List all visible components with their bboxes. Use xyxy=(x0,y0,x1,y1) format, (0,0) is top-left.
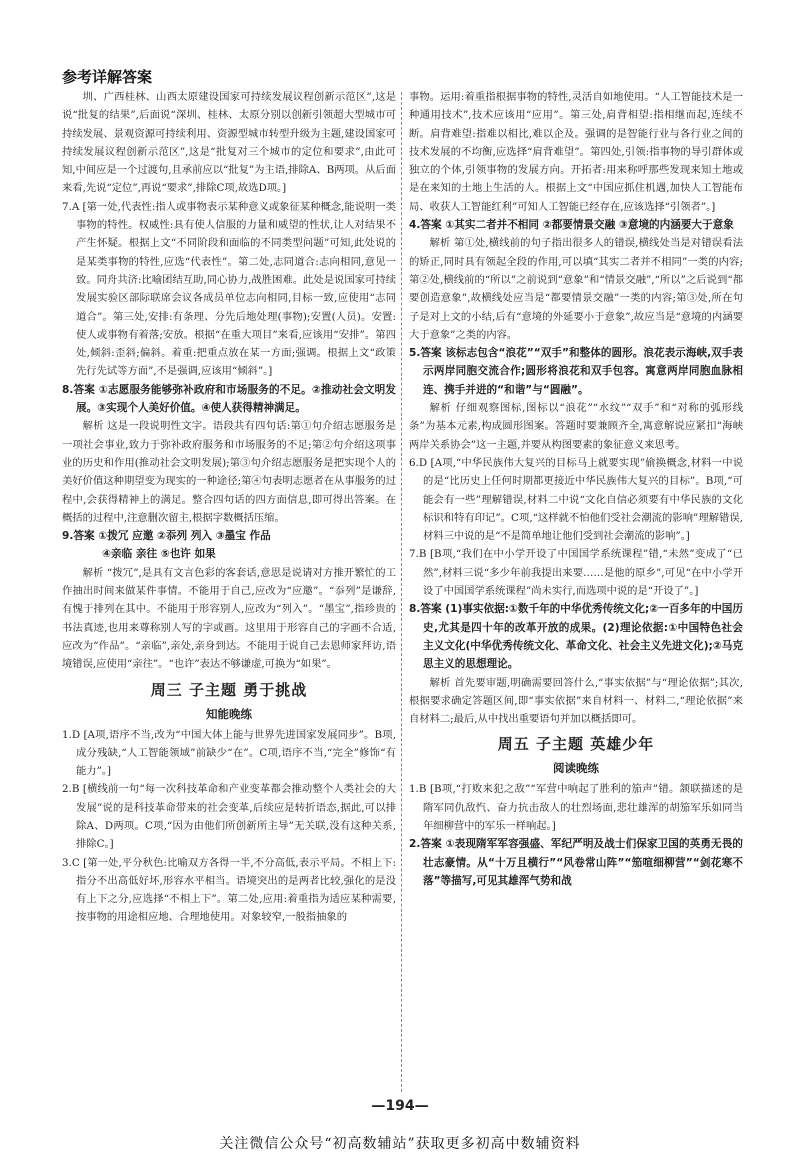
page-number: —194— xyxy=(371,1098,429,1114)
left-column xyxy=(62,88,396,927)
explanation: 解析 这是一段说明性文字。语段共有四句话:第①句介绍志愿服务是一项社会事业,致力于弥补政府服务和市场服务的不足;第②句介绍这项事业的历史和作用(推动社会文明发展);第③句介绍志愿服务是把实现个人的美好价值这种期望变为现实的一种途径;第④句表明志愿者在从事服务的过程中,会获得精神上的满足。整合四句话的四方面信息,即可得出答案。在概括的过程中,注意删次留主,根据字数概括压缩。 xyxy=(62,420,396,524)
answer-item: 4.答案 ①其实二者并不相同 ②都要情景交融 ③意境的内涵要大于意象 xyxy=(409,219,734,232)
answer-item: 9.答案 ①拨冗 应邀 ②忝列 列入 ③墨宝 作品 xyxy=(62,530,271,543)
right-column xyxy=(409,88,743,890)
paragraph: 圳、广西桂林、山西太原建设国家可持续发展议程创新示范区”,这是说“批复的结果”,后面说“深圳、桂林、太原分别以创新引领超大型城市可持续发展、景观资源可持续利用、资源型城市转型升级为主题,建设国家可持续发展议程创新示范区”,这是“批复对三个城市的定位和要求”,由此可知,中间应是一个过渡句,且承前应以“批复”为主语,排除A、B两项。从后面来看,先说“定位”,再说“要求”,排除C项,故选D项。] xyxy=(62,91,396,195)
answer-item: 3.C [第一处,平分秋色:比喻双方各得一半,不分高低,表示平局。不相上下:指分不出高低好坏,形容水平相当。语境突出的是两者比较,强化的是没有上下之分,应选择“不相上下”。第二处,应用:着重指为适应某种需要,按事物的用途相应地、合理地使用。对象较窄,一般指抽象的 xyxy=(62,856,396,924)
answer-item: 1.B [B项,“打败来犯之敌”“军营中响起了胜利的笳声”错。颔联描述的是隋军同仇敌忾、奋力抗击敌人的壮烈场面,悲壮雄浑的胡笳军乐如同当年细柳营中的军乐一样响起。] xyxy=(409,783,743,832)
explanation: 解析 “拨冗”,是具有文言色彩的客套话,意思是说请对方推开繁忙的工作抽出时间来做某件事情。不能用于自己,应改为“应邀”。“忝列”是谦辞,有愧于排列在其中。不能用于形容别人,应改为“列入”。“墨宝”,指珍贵的书法真迹,也用来尊称别人写的字或画。这里用于形容自己的字画不合适,应改为“作品”。“亲临”,亲处,亲身到达。不能用于说自己去恩师家拜访,语境错误,应使用“亲往”。“也许”表达不够谦虚,可换为“如果”。 xyxy=(62,566,396,671)
answer-item: 7.B [B项,“我们在中小学开设了中国国学系统课程”错,“未然”变成了“已然”,材料三说“多少年前我提出来要……是他的原乡”,可见“在中小学开设了中国国学系统课程”尚未实行,而选项中说的是“开设了”。] xyxy=(409,548,743,598)
explanation: 解析 第①处,横线前的句子指出很多人的错误,横线处当是对错误看法的矫正,同时具有领起全段的作用,可以填“其实二者并不相同”一类的内容;第②处,横线前的“所以”之前说到“意象”和“情景交融”,“所以”之后说到“都要创造意象”,故横线处应当是“都要情景交融”一类的内容;第③处,所在句子是对上文的小结,后有“意境的外延要小于意象”,故应当是“意境的内涵要大于意象”之类的内容。 xyxy=(409,237,743,341)
answer-item: 8.答案 ①志愿服务能够弥补政府和市场服务的不足。②推动社会文明发展。③实现个人美好价值。④使人获得精神满足。 xyxy=(62,383,396,415)
answer-item: 6.D [A项,“中华民族伟大复兴的目标马上就要实现”偷换概念,材料一中说的是“比历史上任何时期都更接近中华民族伟大复兴的目标”。B项,“可能会有一些”理解错误,材料二中说“文化自信必须要有中华民族的文化标识和特有印记”。C项,“这样就不怕他们受社会潮流的影响”理解错误,材料三中说的是“不是简单地让他们受到社会潮流的影响”。] xyxy=(409,456,743,543)
column-divider xyxy=(401,92,402,1092)
answer-item: 2.B [横线前一句“每一次科技革命和产业变革都会推动整个人类社会的大发展”说的是科技革命带来的社会变革,后续应是转折语态,据此,可以排除A、D两项。C项,“因为由他们所创新所主导”无关联,没有这种关系,排除C。] xyxy=(62,783,396,851)
answer-item-continued: ④亲临 亲往 ⑤也许 如果 xyxy=(102,548,216,561)
paragraph: 事物。运用:着重指根据事物的特性,灵活自如地使用。“人工智能技术是一种通用技术”,技术应该用“应用”。第三处,肩背相望:指相继而起,连续不断。肩背难望:指难以相比,难以企及。强调的是智能行业与各行业之间的技术发展的不均衡,应选择“肩背难望”。第四处,引领:指事物的导引群体或独立的个体,引领事物的发展方向。开拓者:用来称呼那些发现来知土地或是在来知的土地上生活的人。根据上文“中国应抓住机遇,加快人工智能布局、收获人工智能红利”可知人工智能已经存在,应该选择“引领者”。] xyxy=(409,91,743,213)
section-title: 周三 子主题 勇于挑战 xyxy=(150,680,308,699)
subsection-title: 知能晚练 xyxy=(206,706,252,721)
explanation: 解析 仔细观察图标,图标以“浪花”“水纹”“双手”和“对称的弧形线条”为基本元素,构成圆形图案。答题时要兼顾齐全,寓意解说应紧扣“海峡两岸关系协会”这一主题,并要从构图要素的象征意义来思考。 xyxy=(409,402,743,451)
answer-item: 1.D [A项,语序不当,改为“中国大体上能与世界先进国家发展同步”。B项,成分残缺,“人工智能领域”前缺少“在”。C项,语序不当,“完全”修饰“有能力”。] xyxy=(62,728,396,778)
subsection-title: 阅读晚练 xyxy=(553,761,599,776)
answer-item: 7.A [第一处,代表性:指人或事物表示某种意义或象征某种概念,能说明一类事物的特性。权威性:具有使人信服的力量和威望的性状,让人对结果不产生怀疑。根据上文“不同阶段和面临的不同类型问题”可知,此处说的是某类事物的特性,应选“代表性”。第二处,志同道合:志向相同,意见一致。同舟共济:比喻团结互助,同心协力,战胜困难。此处是说国家可持续发展实验区部际联席会议各成员单位志向相同,目标一致,应使用“志同道合”。第三处,安排:有条理、分先后地处理(事物);安置(人员)。安置:使人或事物有着落;安放。根据“在重大项目”来看,应该用“安排”。第四处,倾斜:歪斜;偏斜。着重:把重点放在某一方面;强调。根据上文“政策先行先试等方面”,不是强调,应该用“倾斜”。] xyxy=(62,200,396,378)
page-header: 参考详解答案 xyxy=(62,68,153,86)
footer-note: 关注微信公众号“初高数辅站”获取更多初高中数辅资料 xyxy=(219,1136,581,1152)
answer-item: 2.答案 ①表现隋军军容强盛、军纪严明及战士们保家卫国的英勇无畏的壮志豪情。从“十万且横行”“风卷常山阵”“笳喧细柳营”“剑花寒不落”等描写,可见其雄浑气势和战 xyxy=(409,838,743,887)
answer-item: 8.答案 (1)事实依据:①数千年的中华优秀传统文化;②一百多年的中国历史,尤其是四十年的改革开放的成果。(2)理论依据:①中国特色社会主义文化(中华优秀传统文化、革命文化、社会主义先进文化);②马克思主义的思想理论。 xyxy=(409,603,743,671)
answer-item: 5.答案 该标志包含“浪花”“双手”和整体的圆形。浪花表示海峡,双手表示两岸同胞交流合作;圆形将浪花和双手包容。寓意两岸同胞血脉相连、携手并进的“和谐”与“圆融”。 xyxy=(409,347,743,396)
explanation: 解析 首先要审题,明确需要回答什么,“事实依据”与“理论依据”;其次,根据要求确定答题区间,即“事实依据”来自材料一、材料二,“理论依据”来自材料二;最后,从中找出重要语句并加以概括即可。 xyxy=(409,676,743,726)
section-title: 周五 子主题 英雄少年 xyxy=(497,735,655,754)
